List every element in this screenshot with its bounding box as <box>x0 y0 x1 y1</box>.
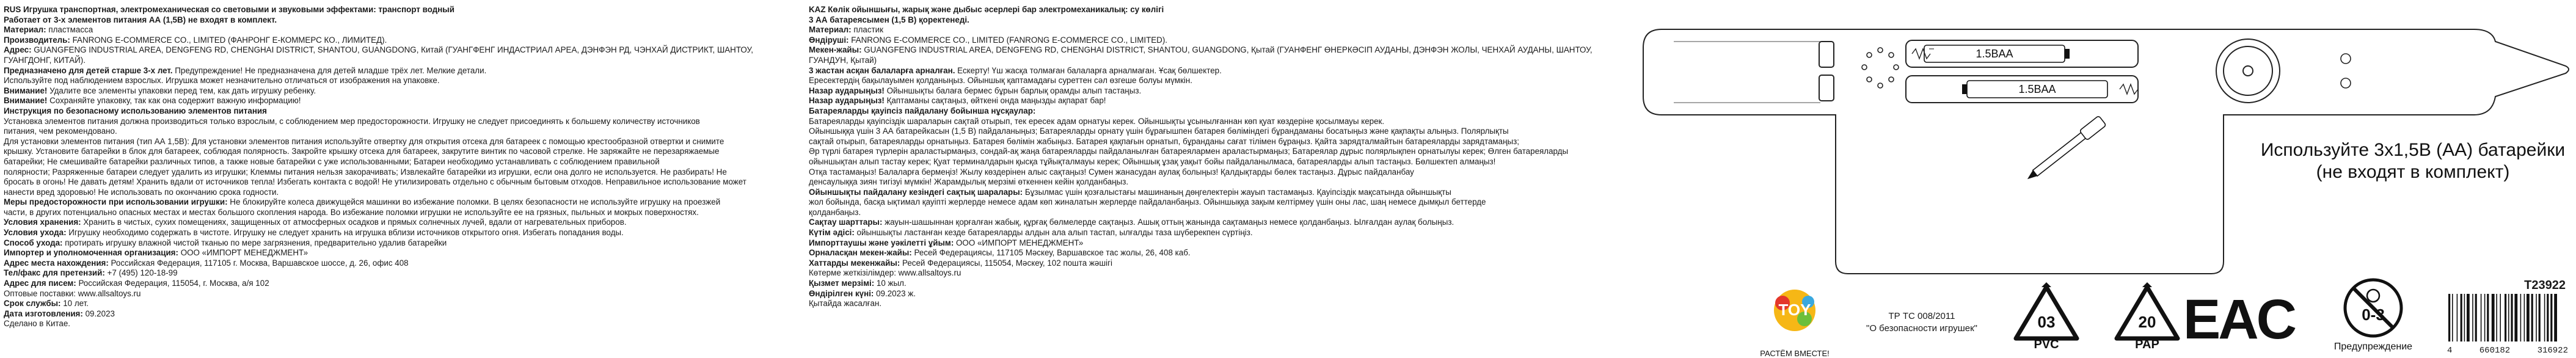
kaz-line-text: денсаулыққа зиян тигізуі мүмкін! Жарамдылық мерзімі өткеннен кейін қолданбаңыз. <box>809 177 1129 187</box>
rus-line-bold: Тел/факс для претензий: <box>4 268 105 278</box>
kaz-line <box>809 5 1603 15</box>
kaz-line <box>809 45 1603 65</box>
rus-line-bold: RUS Игрушка транспортная, электромеханическая со световыми и звуковыми эффектами: транспорт водный <box>4 5 454 14</box>
kaz-line <box>809 66 1603 76</box>
barcode-bar <box>2484 294 2486 342</box>
kaz-line-text: Отқа тастамаңыз! Балаларға бермеңіз! Жылу көздерінен алыс сақтаңыз! Сумен жанасудан аулақ болыңыз! Қалдықтарды бөлек тастаңыз. Дұрыс пайдаланбау <box>809 167 1414 177</box>
kaz-line-text: Батареяларды қауіпсіздік шараларын сақтай отырып, тек ересек адам орнатуы керек. Ойыншықты ұсынылғаннан көп қуат көздеріне қосылмауы керек. <box>809 116 1385 126</box>
kaz-line <box>809 279 1603 289</box>
sku-number: T23922 <box>2524 279 2566 292</box>
kaz-line-bold: Хаттарды мекенжайы: <box>809 258 900 268</box>
rus-line <box>4 117 790 127</box>
kaz-line <box>809 137 1603 147</box>
barcode-bar <box>2550 294 2552 342</box>
kaz-line-text: Ресей Федерациясы, 115054, Мәскеу, 102 пошта жәшігі <box>900 258 1112 268</box>
rus-line-text: Российская Федерация, 115054, г. Москва, а/я 102 <box>76 279 269 288</box>
rus-line-text: Игрушку необходимо содержать в чистоте. Игрушку не следует хранить на игрушка вблизи источников открытого огня. Избегать попадания воды. <box>66 228 624 238</box>
rus-line-bold: Производитель: <box>4 35 70 45</box>
barcode-bar <box>2536 294 2537 342</box>
kaz-text-column <box>809 5 1603 309</box>
kaz-line <box>809 15 1603 26</box>
barcode-bar <box>2464 294 2465 342</box>
rus-line-bold: Способ ухода: <box>4 238 63 247</box>
recycle-pvc-icon <box>2010 282 2083 349</box>
recycle-pap-mark <box>2111 282 2184 353</box>
kaz-line-text: жол бойында, басқа ықтимал қауіпті жерлерде немесе адам көп жиналатын жерлерде пайдаланбаңыз. Ойыншыққа зақым келтірмеу үшін оны лас, шаң немесе дымқыл беттерде <box>809 197 1486 207</box>
kaz-line <box>809 217 1603 228</box>
slot-left <box>1819 42 1834 67</box>
kaz-line-bold: Қызмет мерзімі: <box>809 279 875 288</box>
tr-ts-line2: "О безопасности игрушек" <box>1866 323 1977 334</box>
eac-icon <box>2183 282 2295 351</box>
rus-line <box>4 289 790 299</box>
rus-line-text: крышку. Установите батарейки в блок для батареек, соблюдая полярность. Закройте крышку отсека для батареек, закрутите винтик по часовой стрелке. Не заряжайте не перезаряжаемые <box>4 147 720 156</box>
kaz-line-text: ойыншықты ластанған кезде батареяларды алдын ала алып тастап, ылғалды таза шүберекпен сүртіңіз. <box>854 228 1253 238</box>
rus-line <box>4 96 790 106</box>
kaz-line <box>809 157 1603 167</box>
kaz-line <box>809 268 1603 279</box>
rus-line <box>4 319 790 329</box>
rus-line-text: Установка элементов питания должна производиться только взрослым, с соблюдением мер предосторожности. Игрушку не следует присоединять к большему количеству источников <box>4 116 700 126</box>
kaz-line-text: Көтерме жеткізілімдер: www.allsaltoys.ru <box>809 268 961 278</box>
barcode-bar <box>2544 294 2545 342</box>
rus-line <box>4 137 790 147</box>
kaz-line-text: сақтай отырып, батареяларды орнатыңыз. Батарея бөлімін жабыңыз. Батарея қақпағын орнатып, бұранданы сағат тілімен бұраңыз. Қайта зарядталмайтын батареяларды зарядтамаңыз; <box>809 136 1519 146</box>
barcode-bar <box>2527 294 2530 342</box>
age-warning-mark <box>2315 277 2431 353</box>
kaz-line-text: GUANGFENG INDUSTRIAL AREA, DENGFENG RD, CHENGHAI DISTRICT, SHANTOU, GUANGDONG, Қытай (ГУАНФЕНГ ӨНЕРКӘСІП АУДАНЫ, ДЭНФЭН ЖОЛЫ, ЧЕНХАЙ АУДАНЫ, ШАНТОУ, ГУАНДУН, Қытай) <box>809 45 1593 65</box>
barcode-bar <box>2520 294 2522 342</box>
rus-line-text: Сохраняйте упаковку, так как она содержит важную информацию! <box>47 96 301 106</box>
screwdriver-icon <box>2024 115 2106 184</box>
barcode-bar <box>2547 294 2549 342</box>
age-warning-icon <box>2315 277 2431 338</box>
kaz-line-text: Ойыншықты балаға бермес бұрын барлық орамды алып тастаңыз. <box>884 86 1142 95</box>
toy-logo-icon <box>1758 287 1831 346</box>
kaz-line <box>809 147 1603 157</box>
rus-line <box>4 126 790 137</box>
rus-line <box>4 25 790 35</box>
kaz-line-bold: Өндіруші: <box>809 35 849 45</box>
rus-line-text: питания, чем рекомендовано. <box>4 126 117 136</box>
rus-line-text: Российская Федерация, 117105 г. Москва, Варшавское шоссе, д. 26, офис 408 <box>108 258 409 268</box>
ean-digit-group-1: 4 <box>2447 346 2453 356</box>
barcode-bar <box>2452 294 2453 342</box>
kaz-line-text: ООО «ИМПОРТ МЕНЕДЖМЕНТ» <box>954 238 1084 247</box>
rus-line <box>4 5 790 15</box>
battery-caption-line2: (не входят в комплект) <box>2316 162 2510 182</box>
rus-line-bold: Адрес для писем: <box>4 279 76 288</box>
kaz-line-bold: 3 АА батареясымен (1,5 В) қоректенеді. <box>809 15 969 24</box>
ean-barcode <box>2443 293 2572 343</box>
rus-line-text: Предупреждение! Не предназначена для детей младше трёх лет. Мелкие детали. <box>172 65 487 75</box>
rus-line-text: +7 (495) 120-18-99 <box>104 268 178 278</box>
recycle-pvc-mark <box>2010 282 2083 353</box>
barcode-bar <box>2492 294 2495 342</box>
bat2-text: 1.5BAA <box>2018 83 2056 95</box>
pap-num-text: 20 <box>2138 313 2156 331</box>
kaz-line-text: Әр түрлі батарея түрлерін араластырмаңыз, сондай-ақ жаңа батареяларды пайдаланылған батареялармен араластырмаңыз; Батареялар дұрыс полярлықпен орнатылуы керек; Өлген батареяларды <box>809 147 1569 156</box>
rus-line-bold: Дата изготовления: <box>4 309 83 318</box>
kaz-line-bold: Батареяларды қауіпсіз пайдалану бойынша нұсқаулар: <box>809 106 1036 115</box>
rus-line <box>4 268 790 279</box>
kaz-line <box>809 299 1603 309</box>
rus-line-bold: Материал: <box>4 25 46 35</box>
rus-line-text: полярности; Разряженные батареи следует удалить из игрушки; Клеммы питания нельзя закорачивать; Извлекайте батарейки из игрушки, если она долго не используется. Не разбирать! Не <box>4 167 727 177</box>
tr-ts-line1: ТР ТС 008/2011 <box>1888 311 1955 321</box>
slot-right <box>1819 75 1834 101</box>
ean-digit-group-3: 316922 <box>2537 346 2568 356</box>
kaz-line-bold: Орналасқан мекен-жайы: <box>809 248 912 258</box>
pap-lbl-text: PAP <box>2135 338 2159 351</box>
toy-brand-logo <box>1758 287 1831 358</box>
rus-line-text: Используйте под наблюдением взрослых. Игрушка может незначительно отличаться от изображения на упаковке. <box>4 76 440 86</box>
rus-line-text: 09.2023 <box>82 309 115 318</box>
kaz-line <box>809 188 1603 198</box>
barcode-block <box>2443 279 2572 356</box>
rus-line-text: ГУАНГДОНГ, КИТАЙ). <box>4 55 86 65</box>
kaz-line-text: ойыншықтан алып тастау керек; Қуат терминалдарын қысқа тұйықталмауы керек; Ойыншық ұзақ уақыт бойы пайдаланылмаса, батареяларды алып тастаңыз. Бөлшектеп алмаңыз! <box>809 156 1496 166</box>
rus-line <box>4 238 790 249</box>
barcode-bar <box>2500 294 2501 342</box>
rus-line <box>4 167 790 178</box>
rus-line-text: Не блокируйте колеса движущейся машинки во избежание поломки. В целях безопасности не используйте игрушку на проезжей <box>227 197 721 207</box>
rus-line <box>4 188 790 198</box>
kaz-line <box>809 197 1603 208</box>
kaz-line <box>809 177 1603 188</box>
kaz-line-text: пластик <box>851 25 884 35</box>
rus-line <box>4 66 790 76</box>
rus-line-text: пластмасса <box>46 25 93 35</box>
barcode-bar <box>2457 294 2458 342</box>
kaz-line-text: Қаптаманы сақтаңыз, өйткені онда маңызды ақпарат бар! <box>884 96 1106 106</box>
age-warning-caption: Предупреждение <box>2333 342 2413 352</box>
kaz-line <box>809 126 1603 137</box>
rus-line <box>4 299 790 309</box>
kaz-line-text: қолданбаңыз. <box>809 207 861 217</box>
kaz-line <box>809 167 1603 178</box>
ean-digits <box>2443 346 2572 356</box>
kaz-line-text: FANRONG E-COMMERCE CO., LIMITED (FANRONG E-COMMERCE CO., LIMITED). <box>848 35 1168 45</box>
kaz-line <box>809 289 1603 299</box>
kaz-line <box>809 228 1603 238</box>
kaz-line-bold: Өндірілген күні: <box>809 288 874 298</box>
kaz-line-bold: Ойыншықты пайдалану кезіндегі сақтық шаралары: <box>809 187 1023 197</box>
kaz-line-text: 10 жыл. <box>874 279 907 288</box>
kaz-line-text: жауын-шашыннан қорғалған жабық, құрғақ бөлмелерде сақтаңыз. Ашық оттың жанында сақтамаңыз немесе қолданбаңыз. Ылғалдан аулақ болыңыз. <box>882 217 1454 227</box>
rus-line <box>4 76 790 86</box>
svg-text:TOY: TOY <box>1778 301 1811 319</box>
kaz-line <box>809 238 1603 249</box>
rus-line-text: батарейки; Не смешивайте батарейки различных типов, а также новые батарейки с уже использованными; Батареи необходимо устанавливать с соблюдением правильной <box>4 156 660 166</box>
kaz-line <box>809 117 1603 127</box>
rus-line <box>4 279 790 289</box>
barcode-bar <box>2531 294 2533 342</box>
kaz-line-bold: Сақтау шарттары: <box>809 217 883 227</box>
battery-top <box>1924 45 2070 62</box>
pvc-lbl-text: PVC <box>2034 338 2059 351</box>
kaz-line-text: Ойыншыққа үшін 3 АА батарейкасын (1,5 В) пайдаланыңыз; Батареяларды орнату үшін бұрағышпен батарея бөліміндегі бұрандаманы босатыңыз және қақпақты алыңыз. Полярлықты <box>809 126 1509 136</box>
rus-line-bold: Адрес: <box>4 45 32 55</box>
kaz-line <box>809 96 1603 106</box>
kaz-line <box>809 25 1603 35</box>
eac-mark <box>2183 282 2295 353</box>
barcode-bar <box>2487 294 2489 342</box>
kaz-line-text: Ресей Федерациясы, 117105 Мәскеу, Варшавское тас жолы, 26, 408 каб. <box>911 248 1191 258</box>
speaker-holes-icon <box>1862 48 1899 88</box>
rus-line-text: протирать игрушку влажной чистой тканью по мере загрязнения, предварительно удалив батарейки <box>62 238 447 247</box>
kaz-line-bold: Күтім әдісі: <box>809 228 855 238</box>
kaz-line <box>809 86 1603 97</box>
rus-line <box>4 15 790 26</box>
rus-line-bold: Внимание! <box>4 86 48 95</box>
rus-line <box>4 217 790 228</box>
barcode-bar <box>2448 294 2450 342</box>
kaz-line <box>809 35 1603 46</box>
kaz-line <box>809 76 1603 86</box>
screw-icon <box>2216 39 2280 103</box>
kaz-line <box>809 258 1603 269</box>
kaz-line-text: Ескерту! Үш жасқа толмаған балаларға арналмаған. Ұсақ бөлшектер. <box>955 65 1222 75</box>
rus-line-text: части, в других потенциально опасных местах и местах большого скопления народа. Во избежание поломки игрушки не используйте ее на грязных, пыльных и мокрых поверхностях. <box>4 207 699 217</box>
kaz-line <box>809 106 1603 117</box>
rus-line <box>4 177 790 188</box>
kaz-line-bold: Мекен-жайы: <box>809 45 862 55</box>
kaz-line-text: 09.2023 ж. <box>874 288 916 298</box>
kaz-line-text: Қытайда жасалған. <box>809 299 882 309</box>
age-txt-text: 0-3 <box>2362 305 2385 324</box>
rus-line <box>4 157 790 167</box>
rus-line <box>4 258 790 269</box>
rus-line-bold: Меры предосторожности при использовании игрушки: <box>4 197 228 207</box>
toy-logo-caption: РАСТЁМ ВМЕСТЕ! <box>1760 349 1830 358</box>
barcode-bar <box>2508 294 2509 342</box>
kaz-line-bold: Назар аударыңыз! <box>809 96 885 106</box>
rus-line <box>4 197 790 208</box>
barcode-bar <box>2475 294 2477 342</box>
battery-caption-line1: Используйте 3х1,5В (АА) батарейки <box>2260 140 2566 160</box>
tr-ts-mark <box>1861 310 1983 335</box>
rus-line-bold: Инструкция по безопасному использованию элементов питания <box>4 106 267 115</box>
rus-line <box>4 56 790 66</box>
rus-line-text: ООО «ИМПОРТ МЕНЕДЖМЕНТ» <box>178 248 308 258</box>
rus-line <box>4 147 790 157</box>
rus-line <box>4 35 790 46</box>
rus-line-text: FANRONG E-COMMERCE CO., LIMITED (ФАНРОНГ Е-КОММЕРС КО., ЛИМИТЕД). <box>70 35 387 45</box>
pvc-num-text: 03 <box>2037 313 2056 331</box>
rus-line-text: бросать в огонь! Не давать детям! Хранить вдали от источников тепла! Избегать контакта с водой! Не утилизировать отдельно с обычным бытовым отходов. Неправильное использование может <box>4 177 746 187</box>
barcode-bar <box>2472 294 2473 342</box>
barcode-bar <box>2524 294 2525 342</box>
rus-line-bold: Срок службы: <box>4 299 61 309</box>
rus-line-bold: Работает от 3-х элементов питания АА (1,5В) не входят в комплект. <box>4 15 277 24</box>
rus-text-column <box>4 5 790 329</box>
barcode-bar <box>2461 294 2462 342</box>
rus-line <box>4 309 790 320</box>
rus-line-bold: Условия ухода: <box>4 228 67 238</box>
rus-line <box>4 86 790 97</box>
rus-line-text: Сделано в Китае. <box>4 319 71 329</box>
bat1-text: 1.5BAA <box>1976 48 2013 60</box>
rus-line <box>4 228 790 238</box>
rus-line-bold: Импортер и уполномоченная организация: <box>4 248 178 258</box>
rus-line-text: 10 лет. <box>60 299 89 309</box>
eac-txt-text: EAC <box>2183 288 2295 351</box>
kaz-line-text: Бұзылмас үшін қозғалыстағы машинаның дөңгелектерін жауып тастамаңыз. Қауіпсіздік мақсатында ойыншықты <box>1023 187 1451 197</box>
ean-digit-group-2: 660182 <box>2479 346 2511 356</box>
barcode-bar <box>2505 294 2506 342</box>
rus-line-text: нанести вред здоровью! Не использовать по окончанию срока годности. <box>4 187 279 197</box>
barcode-bar <box>2539 294 2541 342</box>
barcode-bar <box>2467 294 2470 342</box>
rus-line-text: Для установки элементов питания (тип АА 1,5В): Для установки элементов питания используйте отвертку для открытия отсека для батареек с помощью крестообразной отвертки и снимите <box>4 136 724 146</box>
barcode-bar <box>2481 294 2482 342</box>
rus-line-text: Удалите все элементы упаковки перед тем, как дать игрушку ребенку. <box>47 86 316 95</box>
rus-line <box>4 45 790 56</box>
barcode-bar <box>2496 294 2497 342</box>
kaz-line-bold: 3 жастан асқан балаларға арналған. <box>809 65 955 75</box>
battery-caption <box>2254 139 2572 183</box>
recycle-pap-icon <box>2111 282 2184 349</box>
barcode-bar <box>2511 294 2512 342</box>
kaz-line-bold: Импорттаушы және уәкілетті ұйым: <box>809 238 954 247</box>
rus-line <box>4 106 790 117</box>
kaz-line-bold: Материал: <box>809 25 852 35</box>
rus-line-bold: Внимание! <box>4 96 48 106</box>
rus-line <box>4 208 790 218</box>
kaz-line <box>809 248 1603 258</box>
rus-line-bold: Адрес места нахождения: <box>4 258 109 268</box>
barcode-bar <box>2514 294 2517 342</box>
kaz-line-bold: Назар аударыңыз! <box>809 86 885 95</box>
barcode-bar <box>2554 294 2557 342</box>
kaz-line-bold: KAZ Көлік ойыншығы, жарық және дыбыс әсерлері бар электромеханикалық: су көлігі <box>809 5 1164 14</box>
battery-bottom <box>1962 81 2107 98</box>
rus-line-text: Оптовые поставки: www.allsaltoys.ru <box>4 288 141 298</box>
rus-line-bold: Условия хранения: <box>4 217 81 227</box>
kaz-line-text: Ересектердің бақылауымен қолданыңыз. Ойыншық қаптамадағы суреттен сәл өзгеше болуы мүмкін. <box>809 76 1192 86</box>
rus-line-bold: Предназначено для детей старше 3-х лет. <box>4 65 173 75</box>
rus-line-text: GUANGFENG INDUSTRIAL AREA, DENGFENG RD, CHENGHAI DISTRICT, SHANTOU, GUANGDONG, Китай (ГУАНГФЕНГ ИНДАСТРИАЛ АРЕА, ДЭНФЭН РД, ЧЭНХАЙ ДИСТРИКТ, ШАНТОУ, <box>31 45 753 55</box>
rus-line <box>4 248 790 258</box>
kaz-line <box>809 208 1603 218</box>
rus-line-text: Хранить в чистых, сухих помещениях, защищенных от атмосферных осадков и прямых солнечных лучей, вдали от нагревательных приборов. <box>81 217 627 227</box>
